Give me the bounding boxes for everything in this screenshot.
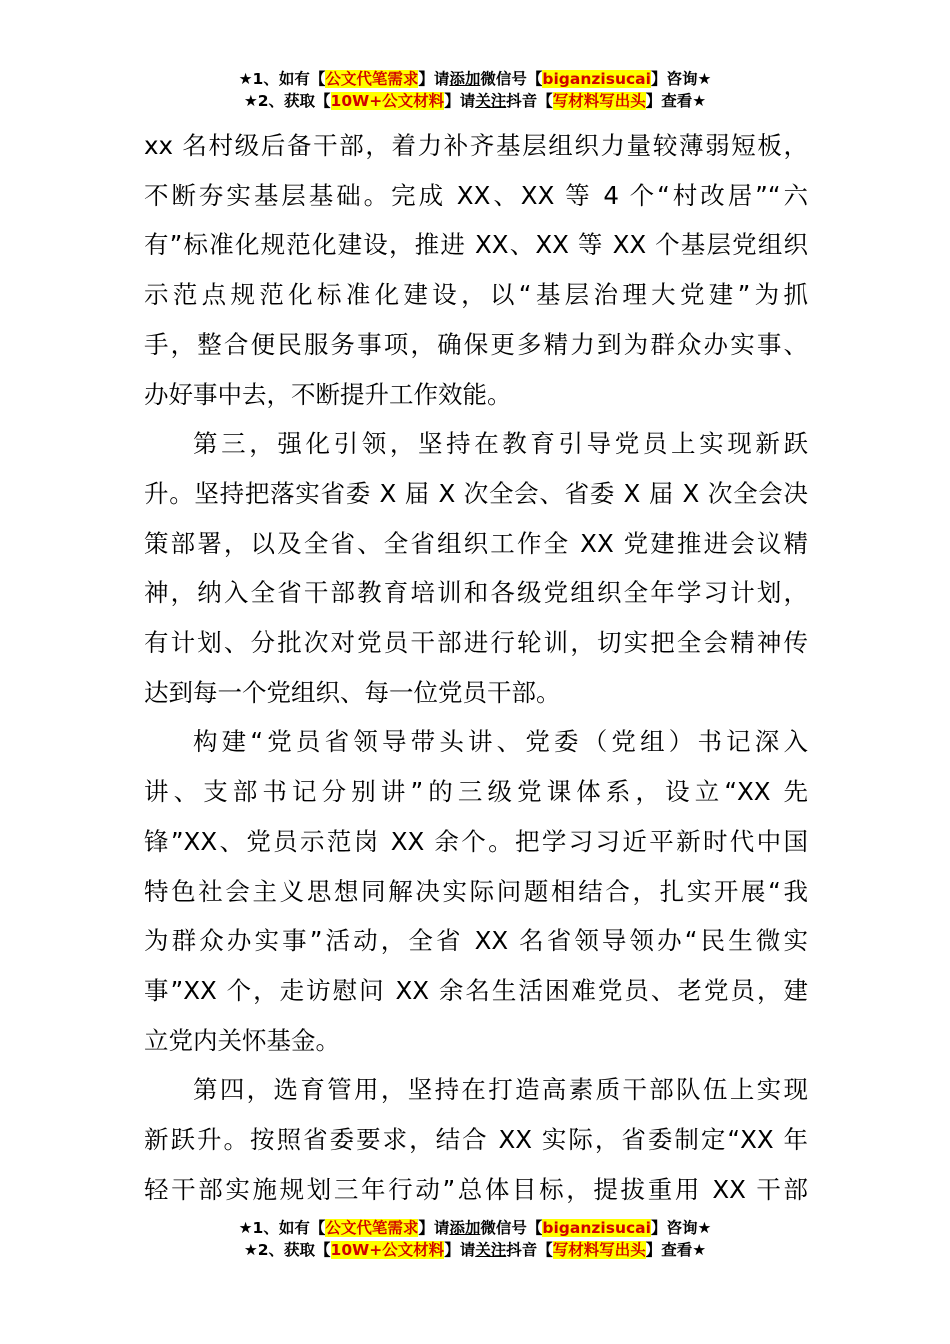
text-line: 锋”XX、党员示范岗 XX 余个。把学习习近平新时代中国 <box>144 826 808 856</box>
highlight-wechat-id: biganzisucai <box>542 70 651 88</box>
banner-line-2 <box>0 1239 950 1261</box>
text-line: 升。坚持把落实省委 X 届 X 次全会、省委 X 届 X 次全会决 <box>144 478 808 508</box>
highlight-douyin-account: 写材料写出头 <box>552 92 646 110</box>
text-line: 特色社会主义思想同解决实际问题相结合，扎实开展“我 <box>144 876 808 906</box>
underlined-text: 关注 <box>475 1241 507 1259</box>
highlight-materials: 10W+公文材料 <box>330 92 445 110</box>
banner-text: 】请 <box>444 1241 476 1259</box>
highlight-service: 公文代笔需求 <box>325 1219 419 1237</box>
paragraph-4 <box>144 1065 808 1214</box>
text-line: 事”XX 个，走访慰问 XX 余名生活困难党员、老党员，建 <box>144 975 808 1005</box>
banner-text: 】请 <box>418 70 450 88</box>
text-line: 办好事中去，不断提升工作效能。 <box>144 379 512 409</box>
header-banner <box>0 68 950 112</box>
text-line: 为群众办实事”活动，全省 XX 名省领导领办“民生微实 <box>144 926 808 956</box>
underlined-text: 添加 <box>449 70 481 88</box>
text-line: 示范点规范化标准化建设，以“基层治理大党建”为抓 <box>144 280 808 310</box>
banner-text: 抖音【 <box>506 1241 553 1259</box>
paragraph-3 <box>144 717 808 1065</box>
highlight-materials: 10W+公文材料 <box>330 1241 445 1259</box>
paragraph-2 <box>144 419 808 717</box>
footer-banner <box>0 1217 950 1261</box>
banner-text: 】请 <box>418 1219 450 1237</box>
banner-text: ★2、获取【 <box>243 1241 331 1259</box>
paragraph-1 <box>144 121 808 419</box>
banner-text: ★1、如有【 <box>238 1219 326 1237</box>
text-line: 有”标准化规范化建设，推进 XX、XX 等 XX 个基层党组织 <box>144 230 808 260</box>
banner-line-2 <box>0 90 950 112</box>
text-line: 第三，强化引领，坚持在教育引导党员上实现新跃 <box>193 429 808 459</box>
text-line: 不断夯实基层基础。完成 XX、XX 等 4 个“村改居”“六 <box>144 180 808 210</box>
text-line: 轻干部实施规划三年行动”总体目标，提拔重用 XX 干部 <box>144 1174 808 1204</box>
banner-text: 】请 <box>444 92 476 110</box>
highlight-douyin-account: 写材料写出头 <box>552 1241 646 1259</box>
banner-text: 微信号【 <box>480 1219 543 1237</box>
text-line: 构建“党员省领导带头讲、党委（党组）书记深入 <box>193 727 808 757</box>
banner-text: 】咨询★ <box>650 70 712 88</box>
text-line: 有计划、分批次对党员干部进行轮训，切实把全会精神传 <box>144 628 808 658</box>
document-body <box>144 121 808 1214</box>
underlined-text: 关注 <box>475 92 507 110</box>
text-line: xx 名村级后备干部，着力补齐基层组织力量较薄弱短板， <box>144 131 808 160</box>
text-line: 达到每一个党组织、每一位党员干部。 <box>144 677 561 707</box>
banner-text: ★1、如有【 <box>238 70 326 88</box>
banner-line-1 <box>0 1217 950 1239</box>
text-line: 讲、支部书记分别讲”的三级党课体系，设立“XX 先 <box>144 777 808 807</box>
highlight-service: 公文代笔需求 <box>325 70 419 88</box>
banner-text: ★2、获取【 <box>243 92 331 110</box>
highlight-wechat-id: biganzisucai <box>542 1219 651 1237</box>
text-line: 第四，选育管用，坚持在打造高素质干部队伍上实现 <box>193 1075 808 1105</box>
text-line: 立党内关怀基金。 <box>144 1025 340 1055</box>
banner-line-1 <box>0 68 950 90</box>
banner-text: 】咨询★ <box>650 1219 712 1237</box>
text-line: 新跃升。按照省委要求，结合 XX 实际，省委制定“XX 年 <box>144 1125 808 1155</box>
banner-text: 】查看★ <box>645 92 707 110</box>
text-line: 手，整合便民服务事项，确保更多精力到为群众办实事、 <box>144 329 808 359</box>
text-line: 神，纳入全省干部教育培训和各级党组织全年学习计划， <box>144 578 808 608</box>
banner-text: 微信号【 <box>480 70 543 88</box>
banner-text: 】查看★ <box>645 1241 707 1259</box>
text-line: 策部署，以及全省、全省组织工作全 XX 党建推进会议精 <box>144 528 808 558</box>
underlined-text: 添加 <box>449 1219 481 1237</box>
banner-text: 抖音【 <box>506 92 553 110</box>
